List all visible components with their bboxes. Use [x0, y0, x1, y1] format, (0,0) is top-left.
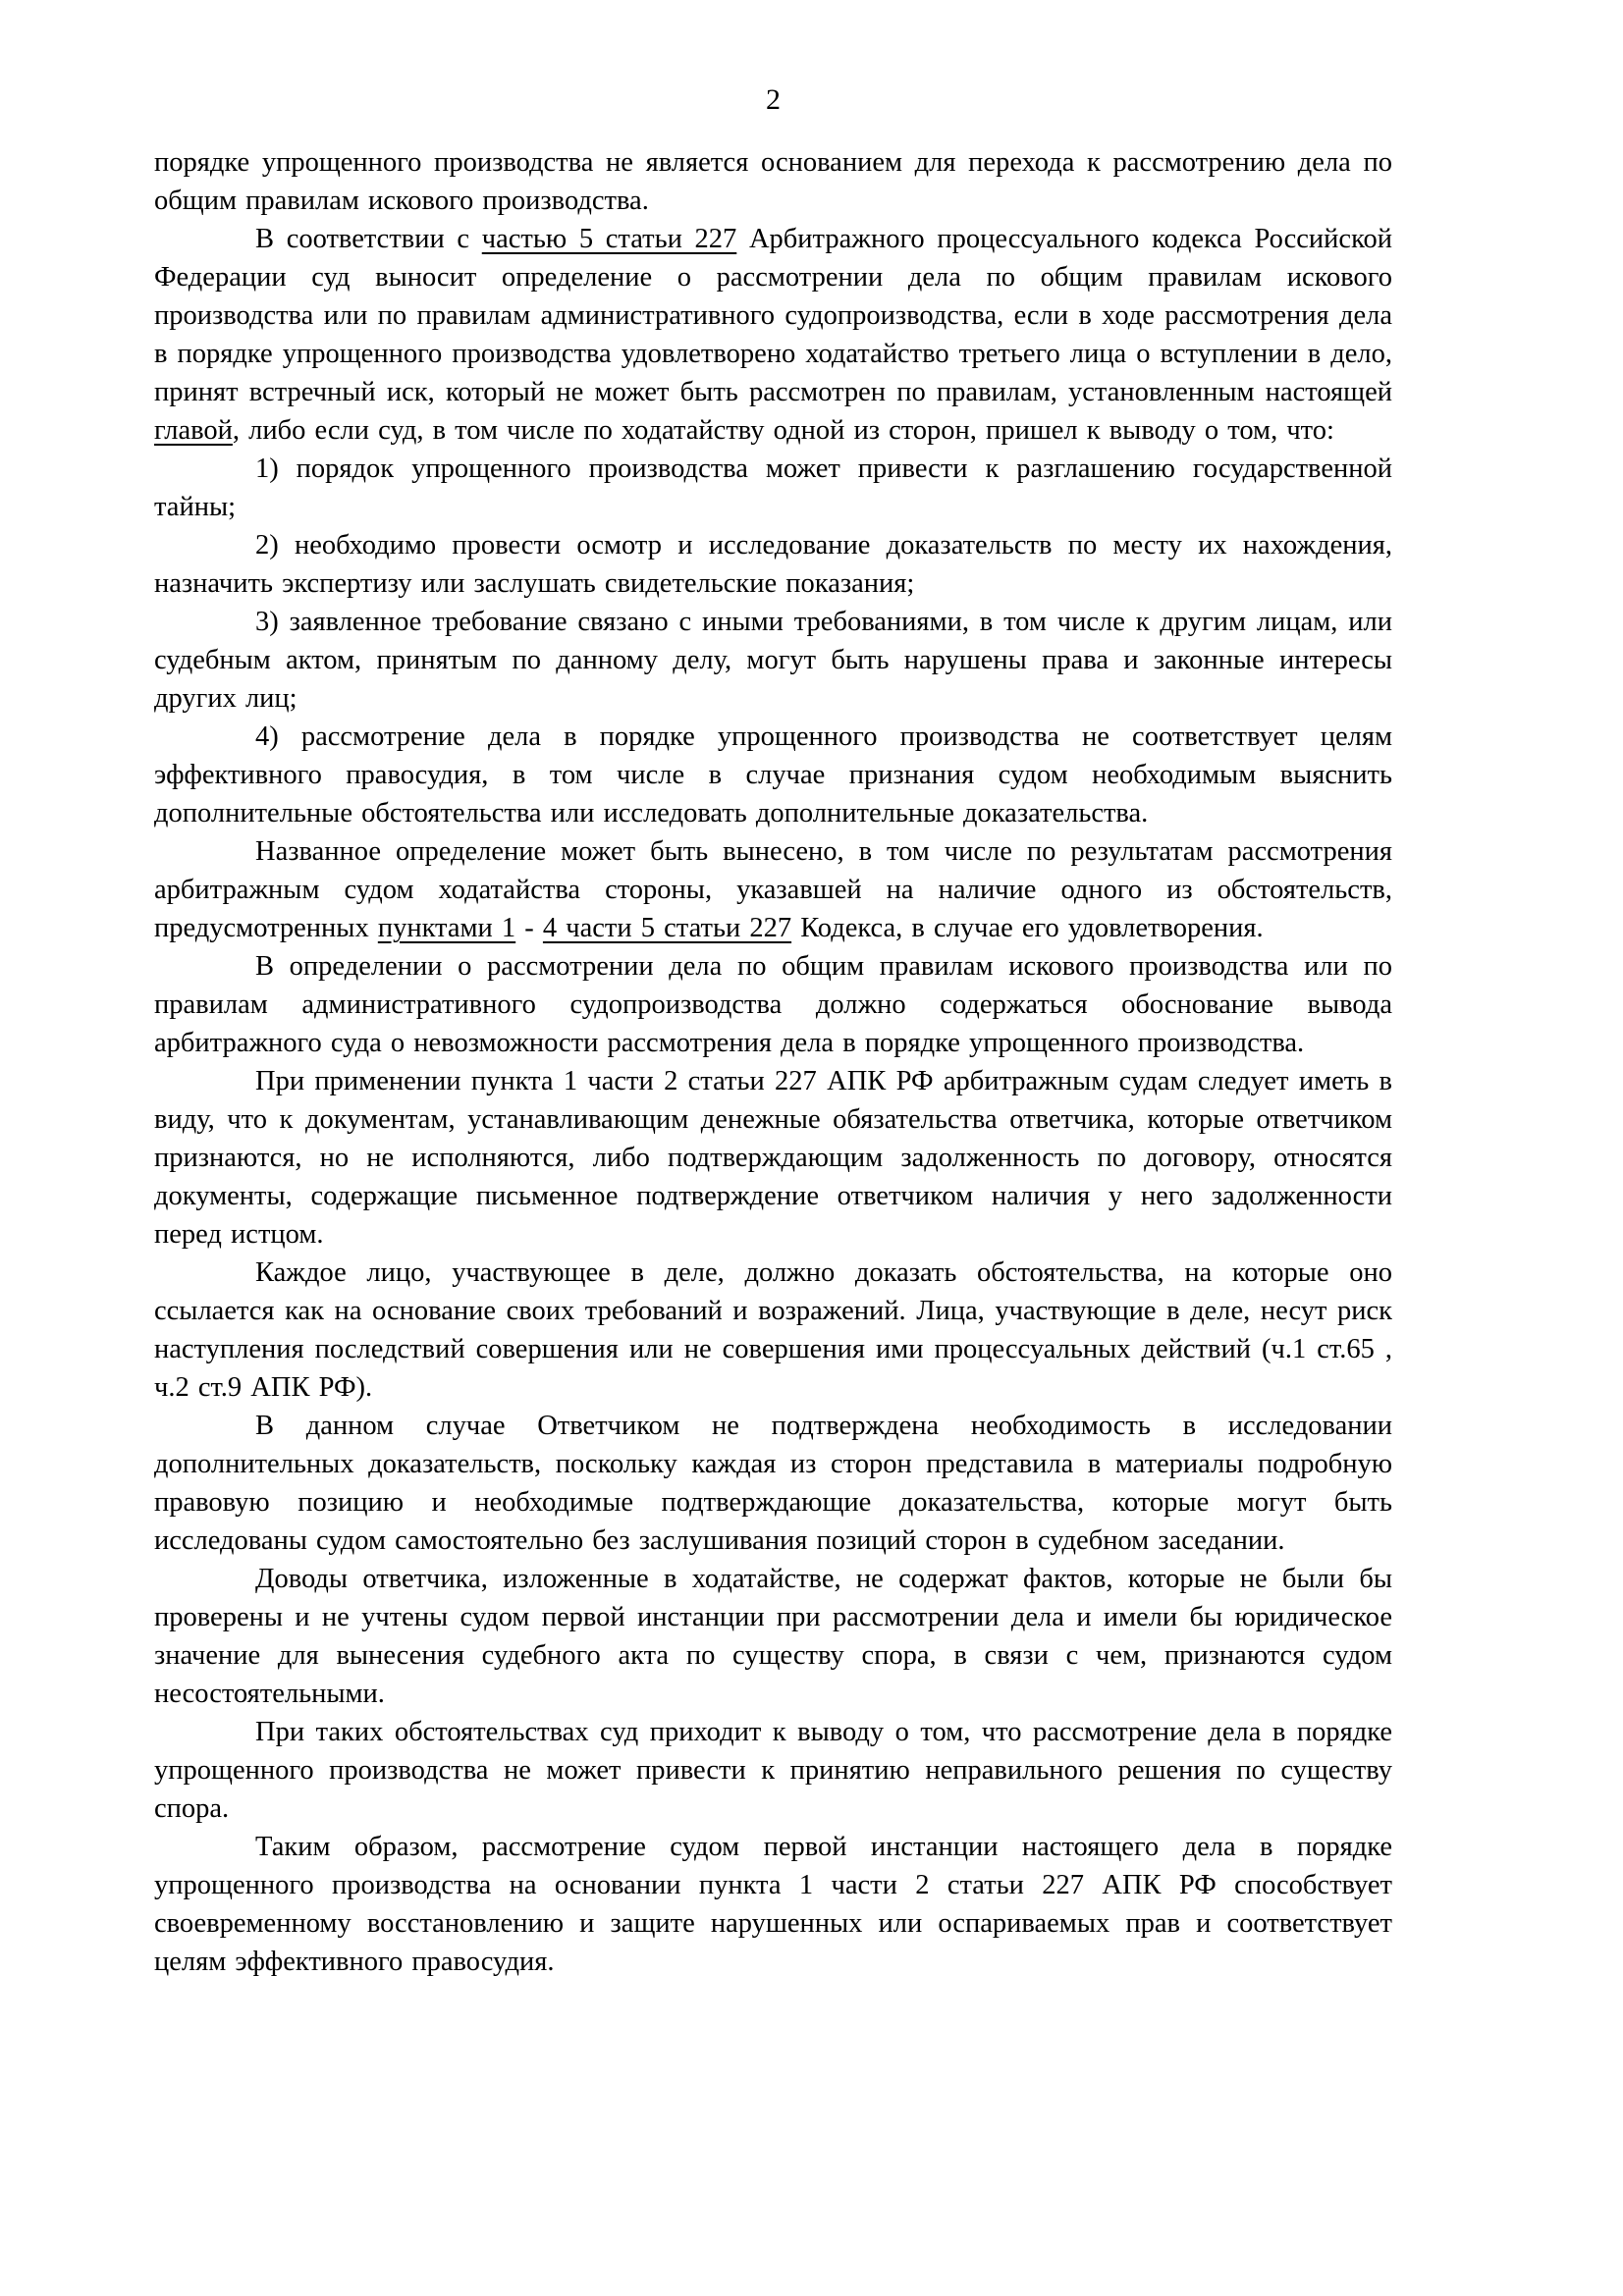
paragraph — [154, 1062, 1392, 1254]
page-number: 2 — [766, 83, 781, 116]
paragraph — [154, 1713, 1392, 1828]
text-run: Каждое лицо, участвующее в деле, должно доказать обстоятельства, на которые оно ссылается как на основание своих требований и возражений. Лица, участвующие в деле, несут риск наступления последствий совершения или не совершения ими процессуальных действий (ч.1 ст.65 , ч.2 ст.9 АПК РФ). — [154, 1257, 1392, 1403]
text-run: Названное определение может быть вынесено, в том числе по результатам рассмотрения арбитражным судом ходатайства стороны, указавшей на наличие одного из обстоятельств, предусмотренных — [154, 836, 1392, 943]
text-run: 4) рассмотрение дела в порядке упрощенного производства не соответствует целям эффективного правосудия, в том числе в случае признания судом необходимым выяснить дополнительные обстоятельства или исследовать дополнительные доказательства. — [154, 721, 1392, 828]
text-run: Доводы ответчика, изложенные в ходатайстве, не содержат фактов, которые не были бы проверены и не учтены судом первой инстанции при рассмотрении дела и имели бы юридическое значение для вынесения судебного акта по существу спора, в связи с чем, признаются судом несостоятельными. — [154, 1564, 1392, 1709]
text-run: 3) заявленное требование связано с иными требованиями, в том числе к другим лицам, или судебным актом, принятым по данному делу, могут быть нарушены права и законные интересы других лиц; — [154, 607, 1392, 714]
paragraph — [154, 1254, 1392, 1407]
text-run: При таких обстоятельствах суд приходит к выводу о том, что рассмотрение дела в порядке упрощенного производства не может привести к принятию неправильного решения по существу спора. — [154, 1717, 1392, 1824]
paragraph — [154, 220, 1392, 450]
underlined-reference: 4 части 5 статьи 227 — [542, 913, 792, 943]
document-body — [154, 143, 1392, 1981]
paragraph — [154, 1407, 1392, 1560]
underlined-reference: частью 5 статьи 227 — [481, 224, 737, 254]
underlined-reference: пунктами 1 — [377, 913, 516, 943]
text-run: В соответствии с — [255, 224, 482, 254]
text-run: Арбитражного процессуального кодекса Российской Федерации суд выносит определение о рассмотрении дела по общим правилам искового производства или по правилам административного судопроизводства, если в ходе рассмотрения дела в порядке упрощенного производства удовлетворено ходатайство третьего лица о вступлении в дело, принят встречный иск, который не может быть рассмотрен по правилам, установленным настоящей — [154, 224, 1392, 407]
text-run: В данном случае Ответчиком не подтверждена необходимость в исследовании дополнительных доказательств, поскольку каждая из сторон представила в материалы подробную правовую позицию и необходимые подтверждающие доказательства, которые могут быть исследованы судом самостоятельно без заслушивания позиций сторон в судебном заседании. — [154, 1411, 1392, 1556]
paragraph — [154, 526, 1392, 603]
text-run: порядке упрощенного производства не является основанием для перехода к рассмотрению дела по общим правилам искового производства. — [154, 147, 1392, 216]
underlined-reference: главой — [154, 415, 233, 446]
paragraph — [154, 947, 1392, 1062]
paragraph — [154, 1560, 1392, 1713]
paragraph — [154, 718, 1392, 832]
paragraph — [154, 450, 1392, 526]
paragraph — [154, 1828, 1392, 1981]
paragraph — [154, 832, 1392, 947]
text-run: 2) необходимо провести осмотр и исследование доказательств по месту их нахождения, назначить экспертизу или заслушать свидетельские показания; — [154, 530, 1392, 599]
text-run: В определении о рассмотрении дела по общим правилам искового производства или по правилам административного судопроизводства должно содержаться обоснование вывода арбитражного суда о невозможности рассмотрения дела в порядке упрощенного производства. — [154, 951, 1392, 1058]
paragraph — [154, 143, 1392, 220]
paragraph — [154, 603, 1392, 718]
text-run: - — [515, 913, 543, 943]
text-run: Таким образом, рассмотрение судом первой инстанции настоящего дела в порядке упрощенного производства на основании пункта 1 части 2 статьи 227 АПК РФ способствует своевременному восстановлению и защите нарушенных или оспариваемых прав и соответствует целям эффективного правосудия. — [154, 1832, 1392, 1977]
text-run: 1) порядок упрощенного производства может привести к разглашению государственной тайны; — [154, 454, 1392, 522]
text-run: , либо если суд, в том числе по ходатайству одной из сторон, пришел к выводу о том, что: — [232, 415, 1334, 446]
text-run: Кодекса, в случае его удовлетворения. — [791, 913, 1264, 943]
text-run: При применении пункта 1 части 2 статьи 227 АПК РФ арбитражным судам следует иметь в виду, что к документам, устанавливающим денежные обязательства ответчика, которые ответчиком признаются, но не исполняются, либо подтверждающим задолженность по договору, относятся документы, содержащие письменное подтверждение ответчиком наличия у него задолженности перед истцом. — [154, 1066, 1392, 1250]
